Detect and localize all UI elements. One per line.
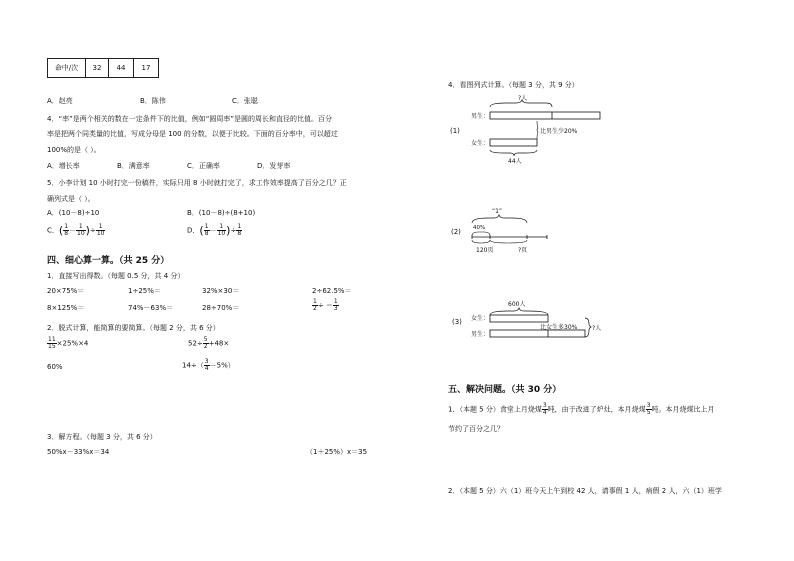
s5-q1-line1: [448, 403, 715, 416]
part2-title: 2．脱式计算，能简算的要简算。（每题 2 分，共 6 分）: [47, 324, 220, 332]
q5-option-c: [47, 224, 105, 237]
calc-operator: ÷ ＝: [317, 301, 333, 310]
s5-q2: 2．（本题 5 分）六（1）班今天上午到校 42 人，请事假 1 人，病假 2 人，六（1）班学: [448, 487, 722, 495]
right-label: ?页: [518, 247, 528, 254]
option-prefix: C．: [47, 226, 59, 235]
denominator: 10: [217, 230, 226, 237]
expression-text: +48×: [208, 339, 230, 348]
denominator: 4: [204, 365, 209, 372]
numerator: 3: [542, 402, 547, 409]
fraction: [76, 224, 86, 237]
expression-text: 14÷（: [182, 361, 204, 370]
numerator: 1: [204, 223, 209, 230]
table-cell: 32: [86, 59, 109, 78]
fraction: [96, 224, 106, 237]
expression-text: ×25%×4: [56, 339, 89, 348]
q4-line1: 4．“率”是两个相关的数在一定条件下的比值，例如“圆周率”是圆的周长和直径的比值。百分: [47, 115, 332, 123]
numerator: 3: [646, 402, 651, 409]
table-cell: 17: [134, 59, 159, 78]
expression-4: [182, 359, 235, 372]
total-label: 44人: [508, 158, 522, 165]
diagram-label: (1): [450, 127, 460, 135]
question-text: 1．（本题 5 分）食堂上月烧煤: [448, 405, 542, 414]
q4-option-a: A．增长率: [47, 162, 80, 170]
expression-3: 60%: [47, 363, 63, 371]
paren: ): [226, 224, 231, 237]
denominator: 15: [48, 343, 56, 350]
numerator: 1: [217, 224, 227, 231]
q5-option-d: [187, 224, 242, 237]
girls-label: 女生：: [471, 315, 490, 322]
part3-title: 3．解方程。（每题 3 分，共 6 分）: [47, 433, 157, 441]
q4-line3: 100%的是（ ）。: [47, 146, 101, 154]
numerator: 1: [76, 224, 86, 231]
one-label: “1”: [492, 208, 503, 215]
numerator: 5: [203, 336, 208, 343]
table-row: [48, 59, 159, 78]
q4-line2: 率是把两个同类量的比值，写成分母是 100 的分数，以便于比较。下面的百分率中，可以超过: [47, 130, 338, 138]
numerator: 1: [96, 224, 106, 231]
note-label: 比女生多30%: [540, 324, 578, 331]
q3-option-b: B．陈伟: [140, 97, 166, 105]
fraction: [333, 299, 339, 312]
boys-bar: [490, 330, 585, 337]
q3-option-a: A．赵亮: [47, 97, 73, 105]
paren: ): [85, 224, 90, 237]
right-brace: [585, 318, 591, 337]
calc-item: 20×75%＝: [47, 287, 85, 295]
s5-q1-line2: 节约了百分之几？: [448, 425, 504, 433]
denominator: 4: [542, 409, 547, 416]
equation-2: （1＋25%）x＝35: [306, 448, 368, 456]
numerator: 11: [48, 336, 56, 343]
q5-line1: 5．小李计划 10 小时打完一份稿件，实际只用 8 小时就打完了，求工作效率提高了百分之几？正: [47, 179, 347, 187]
r4-title: 4．看图列式计算。（每题 3 分，共 9 分）: [448, 81, 579, 89]
option-prefix: D．: [187, 226, 200, 235]
top-brace: [490, 308, 548, 315]
question-text: 吨。本月烧煤比上月: [651, 405, 715, 414]
q4-option-c: C．正确率: [187, 162, 220, 170]
divide-sign: ÷: [89, 226, 96, 235]
paren: (: [58, 224, 64, 237]
calc-item: 74%－63%＝: [128, 304, 174, 312]
boys-label: 男生：: [471, 331, 490, 338]
question-text: 吨，由于改进了炉灶，本月烧煤: [547, 405, 646, 414]
q5-line2: 确列式是（ ）。: [47, 195, 95, 203]
girls-label: 女生：: [471, 140, 490, 147]
pct-label: 40%: [473, 225, 486, 231]
calc-item-fraction: [312, 299, 339, 312]
bottom-brace: [490, 150, 537, 156]
q5-option-a: A．(10－8)÷10: [47, 209, 100, 217]
side-brace: [537, 121, 538, 139]
denominator: 8: [204, 230, 209, 237]
paren: (: [199, 224, 204, 237]
fraction: [47, 337, 57, 350]
denominator: 2: [203, 343, 208, 350]
part1-title: 1．直接写出得数。（每题 0.5 分，共 4 分）: [47, 272, 185, 280]
diagram-2: [448, 205, 568, 260]
numerator: 1: [333, 298, 338, 305]
girls-bar: [490, 315, 548, 322]
calc-item: 8×125%＝: [47, 304, 85, 312]
numerator: 3: [204, 358, 209, 365]
diagram-3: [448, 298, 608, 348]
question-label: ?人: [592, 325, 602, 332]
expression-2: [188, 337, 229, 350]
denominator: 8: [237, 230, 242, 237]
q5-option-b: B．(10－8)÷(8+10): [187, 209, 256, 217]
fraction: [236, 224, 242, 237]
left-label: 120页: [476, 247, 494, 254]
minus-sign: －: [209, 226, 217, 235]
section-4-title: 四、细心算一算。（共 25 分）: [47, 256, 170, 266]
numerator: 1: [64, 223, 69, 230]
question-label: ?人: [518, 95, 528, 102]
calc-item: 2÷62.5%＝: [312, 287, 352, 295]
equation-1: 50%x－33%x＝34: [47, 448, 110, 456]
table-label-cell: 命中/次: [48, 59, 86, 78]
girls-bar: [490, 139, 537, 146]
minus-sign: －: [69, 226, 77, 235]
q3-option-c: C．张聪: [232, 97, 258, 105]
numerator: 1: [237, 223, 242, 230]
table-cell: 44: [109, 59, 134, 78]
calc-item: 28÷70%＝: [202, 304, 240, 312]
section-5-title: 五、解决问题。（共 30 分）: [448, 385, 562, 395]
expression-1: [47, 337, 88, 350]
denominator: 8: [64, 230, 69, 237]
diagram-label: (3): [452, 318, 462, 326]
denominator: 3: [333, 305, 338, 312]
q4-option-b: B．满意率: [117, 162, 150, 170]
boys-bar: [490, 112, 600, 119]
boys-label: 男生：: [471, 113, 490, 120]
numerator: 1: [313, 298, 317, 305]
expression-text: －5%）: [209, 361, 235, 370]
denominator: 5: [646, 409, 651, 416]
expression-text: 52÷: [188, 339, 203, 348]
q4-option-d: D．发芽率: [257, 162, 291, 170]
calc-item: 1÷25%＝: [128, 287, 161, 295]
note-label: 比男生少20%: [540, 128, 578, 135]
bottom-brace-left: [472, 240, 490, 243]
pct-brace: [472, 232, 490, 236]
denominator: 10: [96, 230, 105, 237]
top-brace: [472, 215, 527, 223]
divide-sign: ÷: [230, 226, 237, 235]
diagram-label: (2): [451, 228, 461, 236]
bottom-brace-right: [490, 240, 527, 243]
hits-table: [47, 58, 159, 78]
denominator: 2: [313, 305, 317, 312]
denominator: 10: [77, 230, 85, 237]
diagram-1: [448, 90, 608, 165]
top-label: 600人: [508, 301, 526, 308]
fraction: [217, 224, 227, 237]
calc-item: 32%×30＝: [202, 287, 240, 295]
